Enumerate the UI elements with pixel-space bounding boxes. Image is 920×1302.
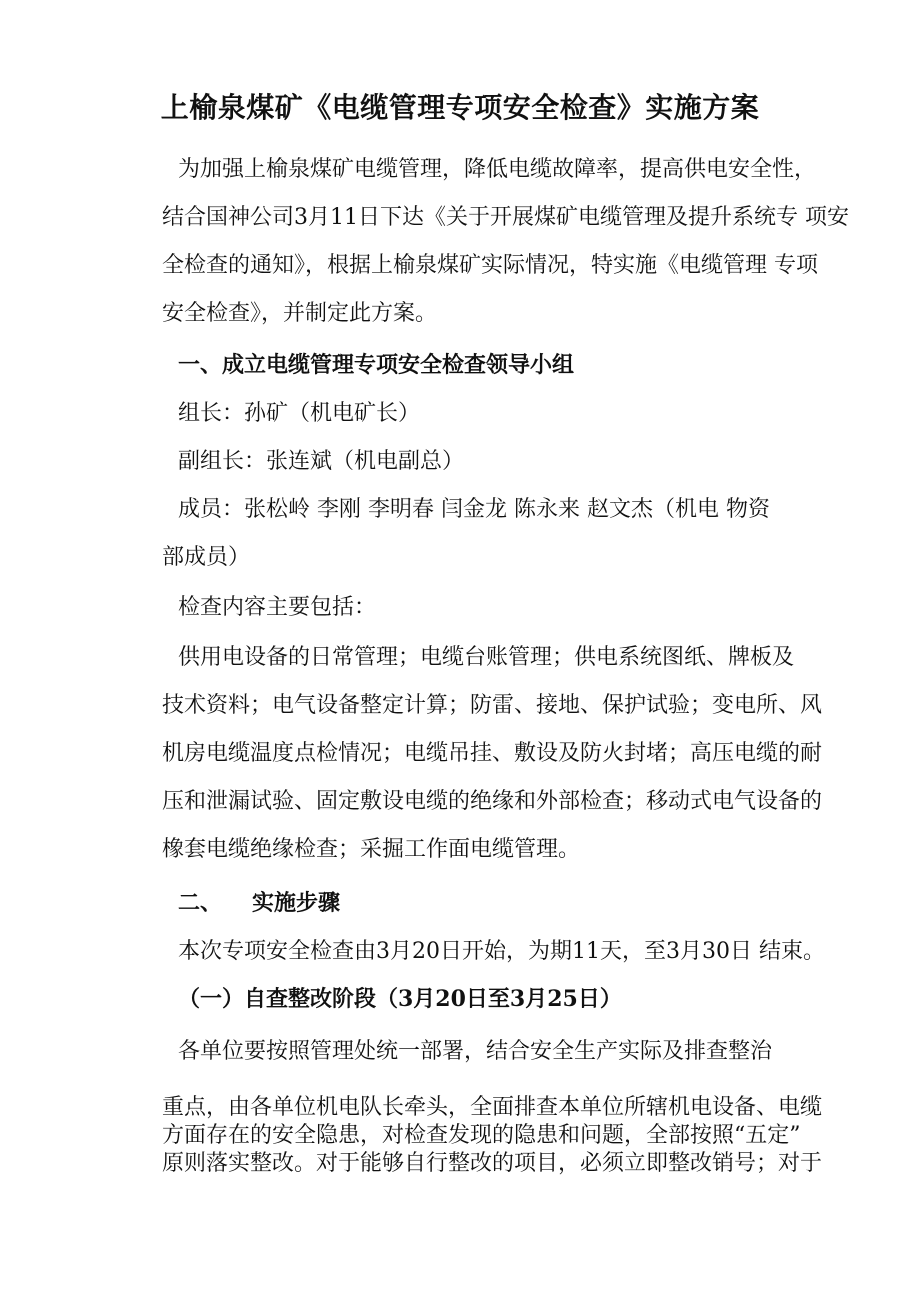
section-2-title: 实施步骤 (252, 890, 341, 916)
intro-line-1: 为加强上榆泉煤矿电缆管理，降低电缆故障率，提高供电安全性， (178, 157, 817, 182)
scope-line-4: 压和泄漏试验、固定敷设电缆的绝缘和外部检查；移动式电气设备的 (162, 789, 823, 814)
phase-1-line-4: 原则落实整改。对于能够自行整改的项目，必须立即整改销号；对于 (162, 1151, 823, 1176)
scope-line-1: 供用电设备的日常管理；电缆台账管理；供电系统图纸、牌板及 (178, 645, 795, 670)
section-1-heading: 一、成立电缆管理专项安全检查领导小组 (178, 352, 575, 378)
scope-line-2: 技术资料；电气设备整定计算；防雷、接地、保护试验；变电所、风 (162, 693, 823, 718)
members-line-2: 部成员） (162, 545, 251, 570)
scope-line-3: 机房电缆温度点检情况；电缆吊挂、敷设及防火封堵；高压电缆的耐 (162, 741, 823, 766)
intro-line-4: 安全检查》，并制定此方案。 (162, 301, 438, 326)
scope-line-5: 橡套电缆绝缘检查；采掘工作面电缆管理。 (162, 837, 581, 862)
scope-label: 检查内容主要包括： (178, 595, 377, 620)
intro-line-2: 结合国神公司3月11日下达《关于开展煤矿电缆管理及提升系统专 项安 (162, 205, 849, 230)
period-line: 本次专项安全检查由3月20日开始，为期11天，至3月30日 结束。 (178, 939, 825, 964)
members-line-1: 成员：张松岭 李刚 李明春 闫金龙 陈永来 赵文杰（机电 物资 (178, 497, 770, 522)
phase-1-heading: （一）自查整改阶段（3月20日至3月25日） (178, 986, 622, 1012)
deputy-leader-line: 副组长：张连斌（机电副总） (178, 449, 465, 474)
phase-1-line-2: 重点，由各单位机电队长牵头，全面排查本单位所辖机电设备、电缆 (162, 1095, 823, 1120)
phase-1-line-1: 各单位要按照管理处统一部署，结合安全生产实际及排查整治 (178, 1039, 773, 1064)
intro-line-3: 全检查的通知》，根据上榆泉煤矿实际情况，特实施《电缆管理 专项 (162, 253, 818, 278)
leader-line: 组长：孙矿（机电矿长） (178, 401, 421, 426)
section-2-number: 二、 (178, 890, 223, 916)
section-2-heading (178, 880, 340, 927)
document-title: 上榆泉煤矿《电缆管理专项安全检查》实施方案 (160, 91, 760, 124)
phase-1-line-3: 方面存在的安全隐患，对检查发现的隐患和问题，全部按照“五定” (162, 1123, 801, 1148)
